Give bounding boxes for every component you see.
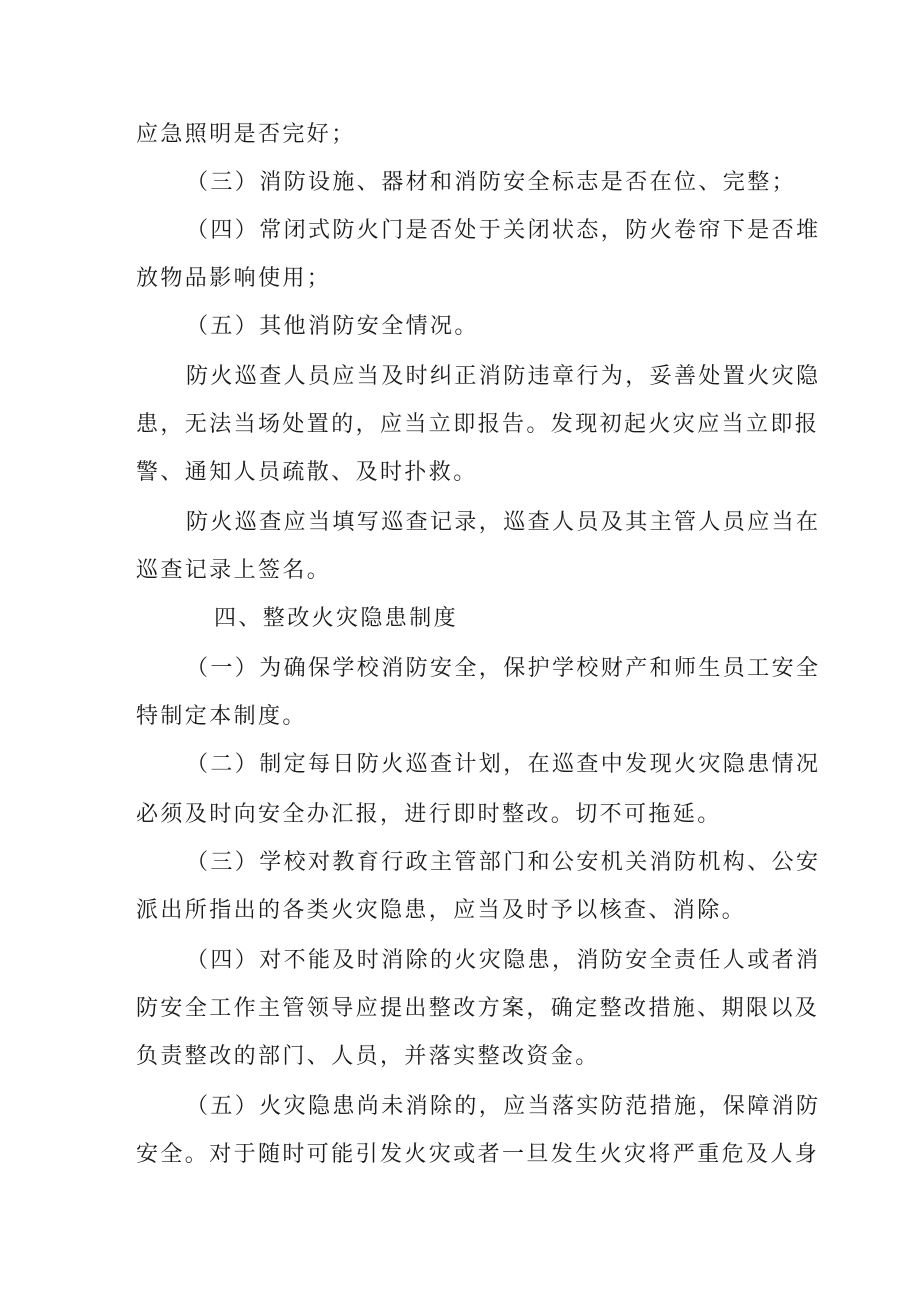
text-line: 患，无法当场处置的，应当立即报告。发现初起火灾应当立即报	[136, 412, 820, 437]
section-heading: 四、整改火灾隐患制度	[214, 606, 459, 631]
text-line: 警、通知人员疏散、及时扑救。	[136, 460, 478, 485]
text-line: （二）制定每日防火巡查计划，在巡查中发现火灾隐患情况	[186, 752, 821, 777]
text-line: 安全。对于随时可能引发火灾或者一旦发生火灾将严重危及人身	[136, 1142, 820, 1167]
text-line: 巡查记录上签名。	[136, 558, 332, 583]
text-line: 负责整改的部门、人员，并落实整改资金。	[136, 1044, 600, 1069]
text-line: 防火巡查应当填写巡查记录，巡查人员及其主管人员应当在	[186, 510, 821, 535]
text-line: 派出所指出的各类火灾隐患，应当及时予以核查、消除。	[136, 898, 747, 923]
text-line: （四）对不能及时消除的火灾隐患，消防安全责任人或者消	[186, 948, 821, 973]
text-line: （一）为确保学校消防安全，保护学校财产和师生员工安全	[186, 656, 821, 681]
text-line: （三）消防设施、器材和消防安全标志是否在位、完整；	[186, 170, 797, 195]
text-line: 应急照明是否完好；	[136, 122, 356, 147]
text-line: 防安全工作主管领导应提出整改方案，确定整改措施、期限以及	[136, 996, 820, 1021]
text-line: 放物品影响使用；	[136, 266, 332, 291]
text-line: 防火巡查人员应当及时纠正消防违章行为，妥善处置火灾隐	[186, 364, 821, 389]
text-line: 特制定本制度。	[136, 704, 307, 729]
text-line: 必须及时向安全办汇报，进行即时整改。切不可拖延。	[136, 802, 722, 827]
text-line: （四）常闭式防火门是否处于关闭状态，防火卷帘下是否堆	[186, 218, 821, 243]
text-line: （五）其他消防安全情况。	[186, 314, 479, 339]
text-line: （三）学校对教育行政主管部门和公安机关消防机构、公安	[186, 850, 821, 875]
text-line: （五）火灾隐患尚未消除的，应当落实防范措施，保障消防	[186, 1094, 821, 1119]
